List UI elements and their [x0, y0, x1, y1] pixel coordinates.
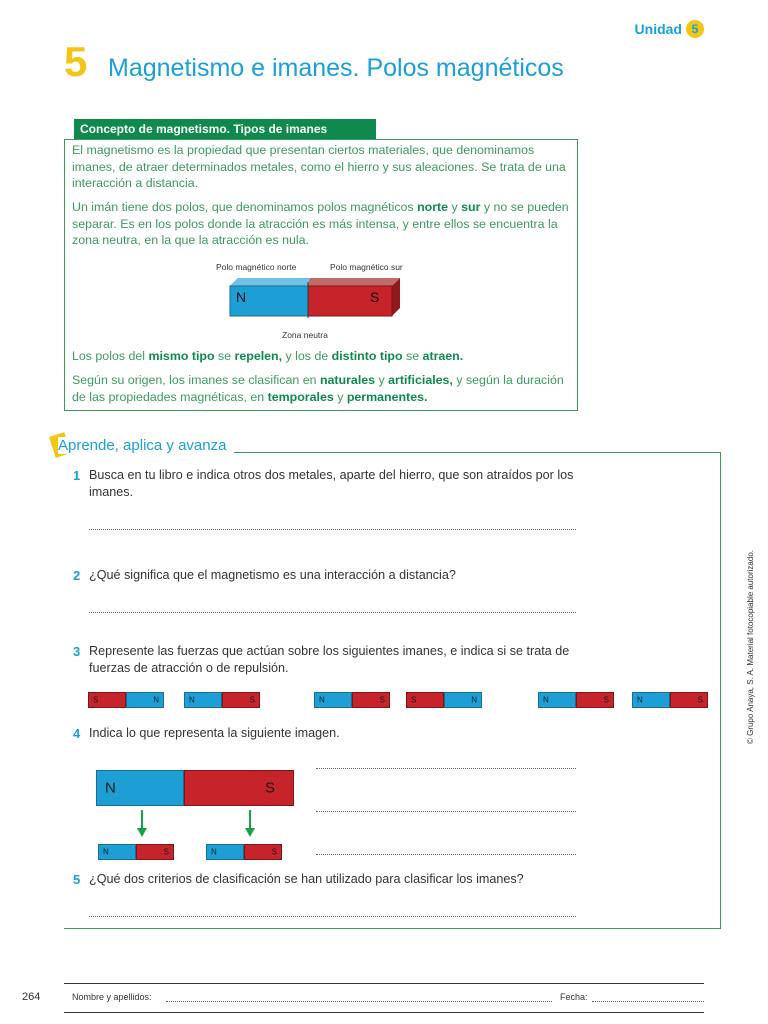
question-5-number: 5	[73, 872, 81, 887]
label-north-pole: Polo magnético norte	[216, 262, 297, 272]
magnet-south-face	[308, 286, 392, 316]
magnet-top-north	[230, 278, 310, 286]
date-label: Fecha:	[560, 992, 588, 1002]
magnet-pair-3: N S	[314, 692, 390, 708]
question-5-text: ¿Qué dos criterios de clasificación se han utilizado para clasificar los imanes?	[89, 872, 524, 886]
arrow-down-icon	[136, 810, 148, 838]
question-1-number: 1	[73, 468, 81, 483]
magnet-pair-1: S N	[88, 692, 164, 708]
footer-rule-top	[64, 983, 704, 984]
concept-paragraph-1: El magnetismo es la propiedad que presentan ciertos materiales, que denominamos imanes, de atraer determinados metales, como el hierro y sus aleaciones. Se trata de una interacción a distancia.	[72, 143, 566, 190]
chapter-title: Magnetismo e imanes. Polos magnéticos	[108, 54, 564, 82]
concept-paragraph-3: Los polos del mismo tipo se repelen, y los de distinto tipo se atraen.	[72, 349, 464, 363]
magnet-pair-6: N S	[632, 692, 708, 708]
concept-tab-title: Concepto de magnetismo. Tipos de imanes	[74, 119, 376, 139]
small-magnet-2: N S	[206, 844, 282, 860]
magnet-pair-5: N S	[538, 692, 614, 708]
arrow-down-icon	[244, 810, 256, 838]
concept-paragraph-2: Un imán tiene dos polos, que denominamos polos magnéticos norte y sur y no se pueden separar. Es en los polos donde la atracción es más intensa, y entre ellos se encuentra la zona neutra, en la que la atracción es nula.	[72, 200, 569, 247]
magnet-pair-2: N S	[184, 692, 260, 708]
question-3-number: 3	[73, 644, 81, 659]
footer-rule-bottom	[64, 1012, 704, 1013]
unit-label	[635, 20, 704, 38]
date-field[interactable]	[592, 1001, 704, 1002]
small-magnet-1: N S	[98, 844, 174, 860]
magnet-letter-n: N	[236, 289, 247, 305]
answer-line-2[interactable]	[89, 612, 576, 613]
answer-line-1[interactable]	[89, 529, 576, 530]
copyright-note: © Grupo Anaya, S. A. Material fotocopiable autorizado.	[746, 550, 755, 745]
answer-line-4c[interactable]	[316, 854, 576, 855]
question-4-number: 4	[73, 726, 81, 741]
name-field[interactable]	[166, 1001, 552, 1002]
label-south-pole: Polo magnético sur	[330, 262, 403, 272]
answer-line-4a[interactable]	[316, 768, 576, 769]
page-number: 264	[22, 991, 41, 1003]
label-neutral-zone: Zona neutra	[282, 330, 328, 340]
magnet-pair-4: S N	[406, 692, 482, 708]
magnet-letter-s: S	[370, 289, 380, 305]
answer-line-4b[interactable]	[316, 811, 576, 812]
unit-label-text: Unidad	[634, 21, 682, 37]
question-2-text: ¿Qué significa que el magnetismo es una interacción a distancia?	[89, 568, 456, 582]
exercises-title-rule	[268, 452, 720, 453]
answer-line-5[interactable]	[89, 916, 576, 917]
unit-number-badge: 5	[686, 20, 704, 38]
name-label: Nombre y apellidos:	[72, 992, 152, 1002]
question-2-number: 2	[73, 568, 81, 583]
question-3-text: Represente las fuerzas que actúan sobre los siguientes imanes, e indica si se trata de fuerzas de atracción o de repulsión.	[89, 644, 570, 675]
exercises-title: Aprende, aplica y avanza	[58, 437, 234, 454]
concept-paragraph-4: Según su origen, los imanes se clasifican en naturales y artificiales, y según la duración de las propiedades magnéticas, en temporales y permanentes.	[72, 373, 564, 404]
question-4-text: Indica lo que representa la siguiente imagen.	[89, 726, 340, 740]
big-magnet: N S	[96, 770, 294, 806]
chapter-number: 5	[64, 38, 88, 85]
question-1-text: Busca en tu libro e indica otros dos metales, aparte del hierro, que son atraídos por los imanes.	[89, 468, 574, 499]
